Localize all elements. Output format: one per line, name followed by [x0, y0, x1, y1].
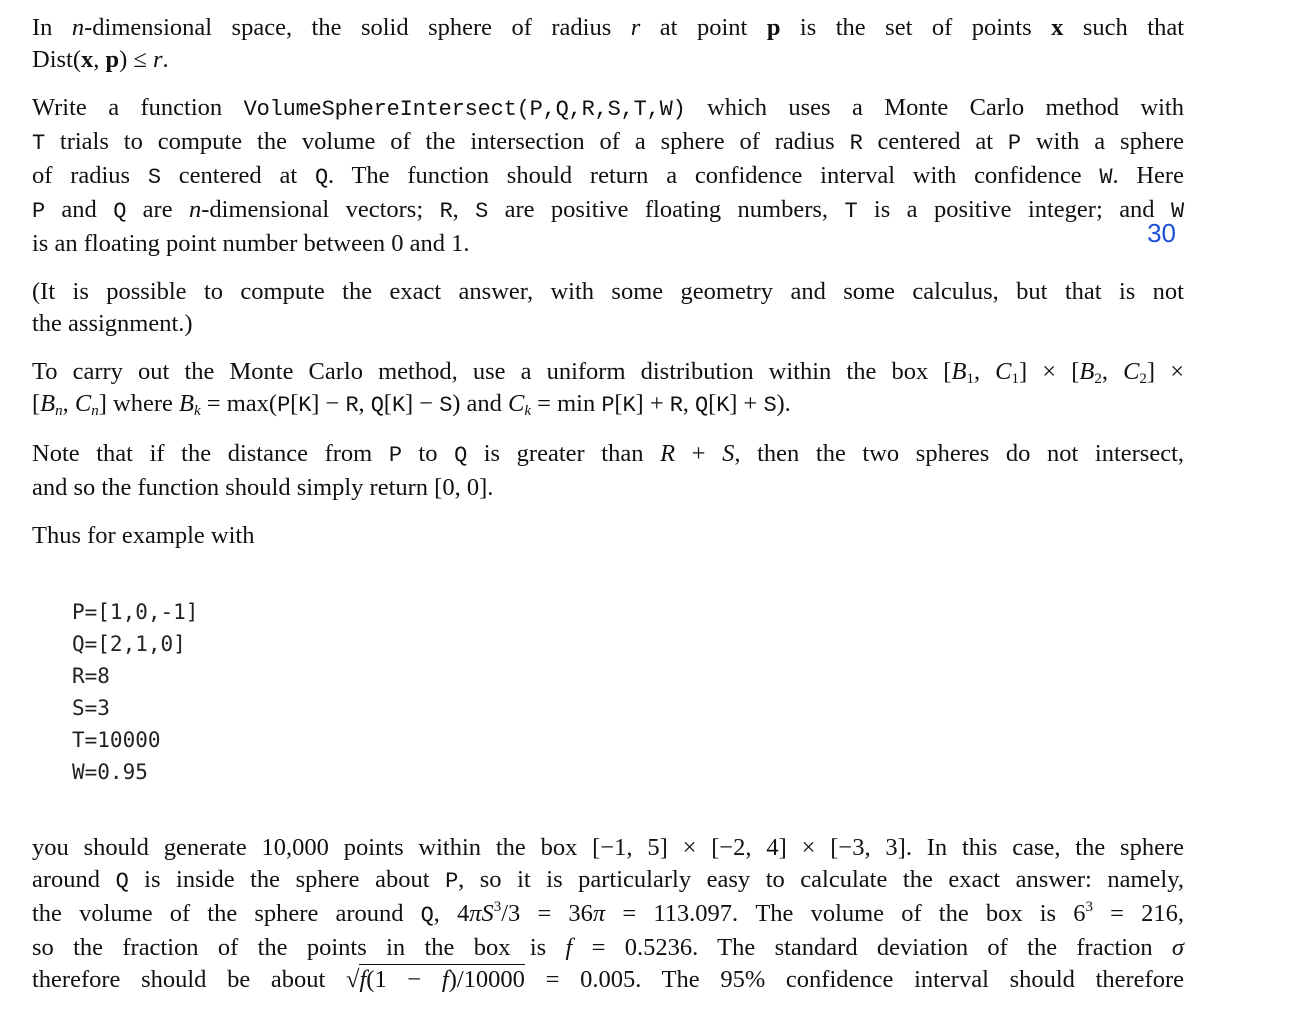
code-line-w: W=0.95: [72, 760, 148, 784]
para7-line4: so the fraction of the points in the box is f = 0.5236. The standard deviation of the fraction σ: [32, 934, 1185, 961]
para2-line1: Write a function VolumeSphereIntersect(P,Q,R,S,T,W) which uses a Monte Carlo method with: [32, 94, 1184, 122]
paragraph-monte-carlo-box: [32, 356, 1184, 422]
points-badge: 30: [1147, 218, 1176, 248]
para7-line1: you should generate 10,000 points within the box [−1, 5] × [−2, 4] × [−3, 3]. In this case, the sphere: [32, 834, 1184, 861]
paragraph-sphere-definition: [32, 12, 1184, 76]
para7-line5: therefore should be about √f(1 − f)/10000 = 0.005. The 95% confidence interval should therefore: [32, 966, 1184, 993]
paragraph-no-intersection: [32, 438, 1184, 504]
example-code-block: [72, 596, 1184, 788]
code-line-p: P=[1,0,-1]: [72, 600, 199, 624]
para3-line2: the assignment.): [32, 310, 193, 337]
para5-line1: Note that if the distance from P to Q is greater than R + S, then the two spheres do not intersect,: [32, 440, 1185, 468]
para3-line1: (It is possible to compute the exact answer, with some geometry and some calculus, but that is not: [32, 278, 1184, 305]
code-line-t: T=10000: [72, 728, 161, 752]
para2-line5: is an floating point number between 0 and 1.: [32, 230, 470, 257]
para7-line3: the volume of the sphere around Q, $4\pi S^3/3 = 36\pi = 113.097$. The volume of the box is $6^3 = 216$,: [32, 899, 1184, 928]
para4-line2: [$B_n$, $C_n$] where $B_k = \max(P[K] - R$, Q[K] − S) and $C_k = \min P[K] + R$, Q[K] + S).: [32, 390, 791, 419]
function-name: VolumeSphereIntersect(P,Q,R,S,T,W): [243, 97, 686, 122]
para2-line3: of radius S centered at Q. The function should return a confidence interval with confidence W. Here: [32, 162, 1184, 190]
para2-line4: P and Q are n-dimensional vectors; R, S are positive floating numbers, T is a positive integer; and W: [32, 196, 1184, 224]
problem-statement: [32, 12, 1184, 1012]
para1-line1: In n-dimensional space, the solid sphere of radius r at point p is the set of points x such that: [32, 14, 1184, 41]
para4-line1: To carry out the Monte Carlo method, use a uniform distribution within the box [$B_1$, $C_1] \times [B_2$, $C_2$] ×: [32, 358, 1185, 387]
paragraph-function-spec: [32, 92, 1184, 260]
para1-line2: Dist(x, p) ≤ r.: [32, 46, 169, 73]
code-line-r: R=8: [72, 664, 110, 688]
para2-line2: T trials to compute the volume of the intersection of a sphere of radius R centered at P with a sphere: [32, 128, 1185, 156]
para7-line2: around Q is inside the sphere about P, so it is particularly easy to calculate the exact answer: namely,: [32, 866, 1184, 894]
paragraph-exact-answer-note: [32, 276, 1184, 340]
code-line-s: S=3: [72, 696, 110, 720]
code-line-q: Q=[2,1,0]: [72, 632, 186, 656]
paragraph-example-explanation: [32, 832, 1184, 996]
para5-line2: and so the function should simply return [0, 0].: [32, 474, 494, 501]
paragraph-example-intro: Thus for example with: [32, 522, 255, 549]
